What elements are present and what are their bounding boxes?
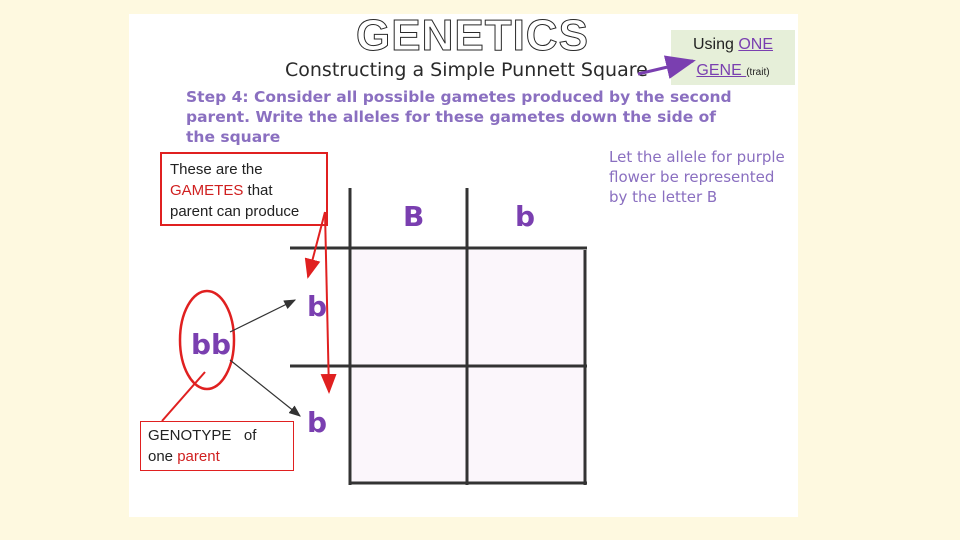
step-label: Step 4:: [186, 88, 249, 106]
gametes-line-1: These are the: [170, 161, 263, 178]
genotype-pointer: [162, 372, 205, 421]
gene-pointer-arrow: [638, 61, 693, 74]
slide-subtitle: Constructing a Simple Punnett Square: [285, 59, 648, 81]
step-text: Consider all possible gametes produced by the second parent. Write the alleles for these gametes down the side of the square: [186, 88, 732, 146]
gametes-emph: GAMETES: [170, 182, 244, 199]
red-arrows: [162, 212, 329, 421]
gene-callout-gene: GENE: [696, 62, 747, 79]
allele-note: Let the allele for purple flower be represented by the letter B: [609, 148, 785, 206]
genotype-line-1: GENOTYPE of: [148, 427, 257, 444]
top-allele-2: b: [515, 200, 536, 233]
gamete-arrow-1: [308, 212, 325, 277]
gene-callout-prefix: Using: [692, 36, 739, 53]
side-allele-1: b: [307, 290, 328, 323]
slide-title: GENETICS: [356, 11, 589, 60]
gametes-line-2: that: [243, 182, 273, 199]
gametes-line-3: parent can produce: [170, 203, 300, 220]
gene-callout-trait: (trait): [746, 67, 770, 78]
genotype-line-2: one: [148, 448, 178, 465]
side-allele-2: b: [307, 406, 328, 439]
top-allele-1: B: [403, 200, 425, 233]
black-arrows: [230, 300, 300, 416]
gene-callout-one: ONE: [738, 36, 774, 53]
genotype-emph: parent: [177, 448, 220, 465]
parent-genotype: bb: [191, 328, 232, 361]
